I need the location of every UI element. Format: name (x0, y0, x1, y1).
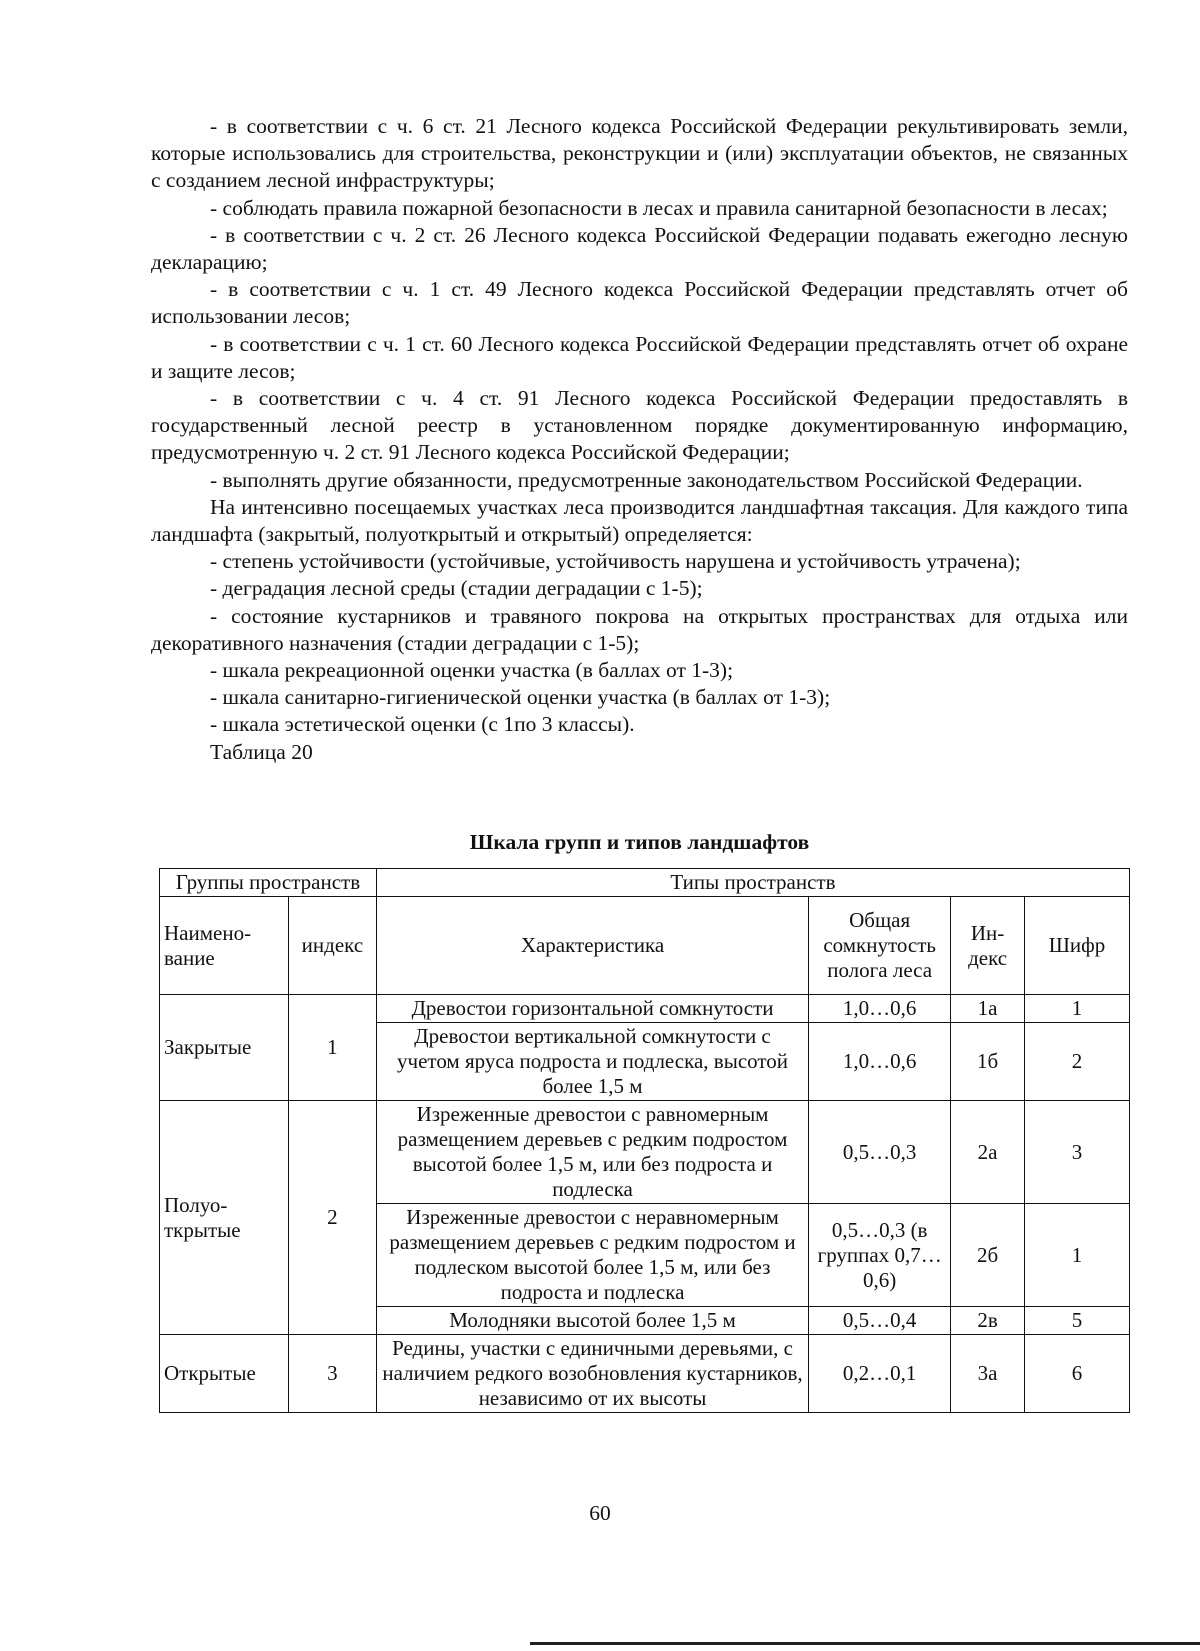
density-cell: 1,0…0,6 (809, 995, 951, 1023)
paragraph: - состояние кустарников и травяного покрова на открытых пространствах для отдыха или декоративного назначения (стадии деградации с 1-5); (151, 603, 1128, 655)
header-name: Наимено-вание (160, 897, 289, 995)
header-type-index: Ин-декс (951, 897, 1025, 995)
table-row (160, 995, 1130, 1023)
type-index-cell: 1б (951, 1023, 1025, 1101)
table-header-row (160, 869, 1130, 897)
scan-edge-line (530, 1642, 1200, 1645)
page-number: 60 (589, 1501, 611, 1525)
code-cell: 6 (1025, 1335, 1130, 1413)
code-cell: 1 (1025, 995, 1130, 1023)
group-name: Закрытые (160, 995, 289, 1101)
density-cell: 0,5…0,3 (в группах 0,7…0,6) (809, 1204, 951, 1307)
density-cell: 0,5…0,3 (809, 1101, 951, 1204)
density-cell: 0,2…0,1 (809, 1335, 951, 1413)
paragraph: - соблюдать правила пожарной безопасности в лесах и правила санитарной безопасности в лесах; (210, 195, 1108, 220)
type-index-cell: 1а (951, 995, 1025, 1023)
paragraph: - шкала санитарно-гигиенической оценки участка (в баллах от 1-3); (210, 685, 831, 710)
code-cell: 5 (1025, 1307, 1130, 1335)
characteristic-cell: Изреженные древостои с неравномерным размещением деревьев с редким подростом и подлеском высотой более 1,5 м, или без подроста и подлеска (376, 1204, 808, 1307)
paragraph: - в соответствии с ч. 4 ст. 91 Лесного кодекса Российской Федерации предоставлять в государственный лесной реестр в установленном порядке документированную информацию, предусмотренную ч. 2 ст. 91 Лесного кодекса Российской Федерации; (151, 386, 1128, 465)
type-index-cell: 2в (951, 1307, 1025, 1335)
table-title: Шкала групп и типов ландшафтов (469, 830, 810, 854)
paragraph: - шкала эстетической оценки (с 1по 3 классы). (210, 712, 635, 737)
code-cell: 3 (1025, 1101, 1130, 1204)
group-name: Открытые (160, 1335, 289, 1413)
type-index-cell: 2б (951, 1204, 1025, 1307)
landscape-table (159, 868, 1130, 1413)
group-index: 3 (288, 1335, 376, 1413)
characteristic-cell: Древостои горизонтальной сомкнутости (376, 995, 808, 1023)
group-name: Полуо-ткрытые (160, 1101, 289, 1335)
table-row (160, 1101, 1130, 1204)
characteristic-cell: Изреженные древостои с равномерным размещением деревьев с редким подростом высотой более 1,5 м, или без подроста и подлеска (376, 1101, 808, 1204)
characteristic-cell: Древостои вертикальной сомкнутости с учетом яруса подроста и подлеска, высотой более 1,5 м (376, 1023, 808, 1101)
header-groups: Группы пространств (160, 869, 377, 897)
header-index: индекс (288, 897, 376, 995)
paragraph: На интенсивно посещаемых участках леса производится ландшафтная таксация. Для каждого типа ландшафта (закрытый, полуоткрытый и открытый) определяется: (151, 494, 1128, 547)
density-cell: 1,0…0,6 (809, 1023, 951, 1101)
paragraph: - в соответствии с ч. 2 ст. 26 Лесного кодекса Российской Федерации подавать ежегодно лесную декларацию; (151, 222, 1128, 275)
characteristic-cell: Редины, участки с единичными деревьями, с наличием редкого возобновления кустарников, независимо от их высоты (376, 1335, 808, 1413)
paragraph: - степень устойчивости (устойчивые, устойчивость нарушена и устойчивость утрачена); (210, 549, 1021, 574)
group-index: 1 (288, 995, 376, 1101)
table-header-row (160, 897, 1130, 995)
header-density: Общая сомкнутость полога леса (809, 897, 951, 995)
paragraph: - в соответствии с ч. 6 ст. 21 Лесного кодекса Российской Федерации рекультивировать земли, которые использовались для строительства, реконструкции и (или) эксплуатации объектов, не связанных с созданием лесной инфраструктуры; (151, 114, 1128, 193)
header-characteristic: Характеристика (376, 897, 808, 995)
paragraph: - выполнять другие обязанности, предусмотренные законодательством Российской Федерации. (210, 467, 1083, 492)
header-types: Типы пространств (376, 869, 1129, 897)
paragraph: - шкала рекреационной оценки участка (в баллах от 1-3); (210, 658, 734, 683)
code-cell: 2 (1025, 1023, 1130, 1101)
code-cell: 1 (1025, 1204, 1130, 1307)
table-number-label: Таблица 20 (210, 739, 313, 764)
paragraph: - деградация лесной среды (стадии деградации с 1-5); (210, 576, 703, 601)
type-index-cell: 2а (951, 1101, 1025, 1204)
paragraph: - в соответствии с ч. 1 ст. 49 Лесного кодекса Российской Федерации представлять отчет об использовании лесов; (151, 277, 1128, 329)
density-cell: 0,5…0,4 (809, 1307, 951, 1335)
group-index: 2 (288, 1101, 376, 1335)
table-row (160, 1335, 1130, 1413)
type-index-cell: 3а (951, 1335, 1025, 1413)
body-text (151, 113, 1128, 766)
paragraph: - в соответствии с ч. 1 ст. 60 Лесного кодекса Российской Федерации представлять отчет об охране и защите лесов; (151, 331, 1128, 383)
header-code: Шифр (1025, 897, 1130, 995)
characteristic-cell: Молодняки высотой более 1,5 м (376, 1307, 808, 1335)
